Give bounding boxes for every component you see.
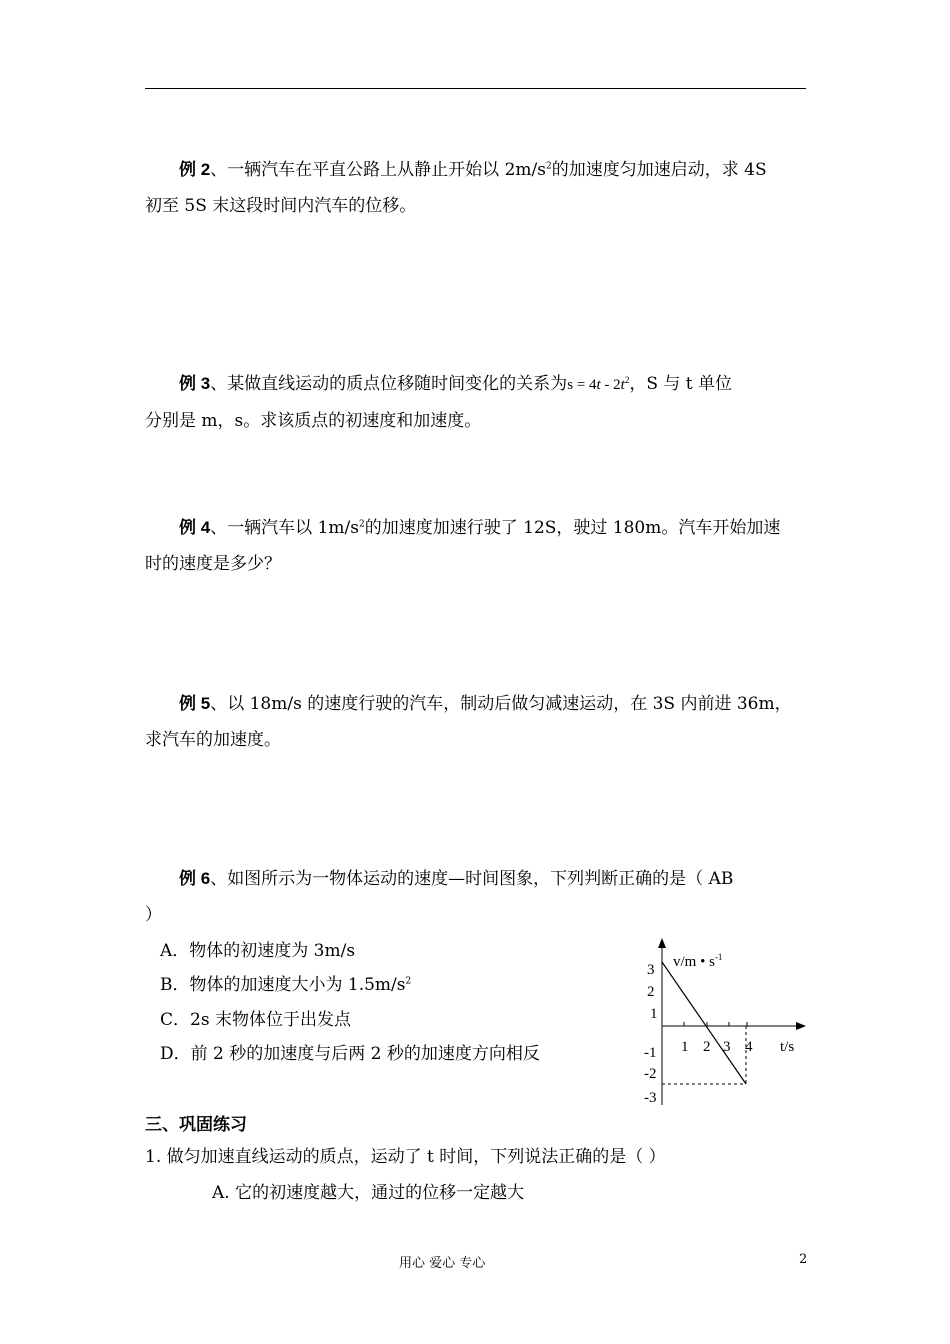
example-2-text-1: 一辆汽车在平直公路上从静止开始以 2m/s xyxy=(227,160,546,180)
example-4-line-2: 时的速度是多少？ xyxy=(145,554,281,574)
example-3-line-2: 分别是 m，s。求该质点的初速度和加速度。 xyxy=(145,411,482,431)
example-4-text-2: 的加速度加速行驶了 12S，驶过 180m。汽车开始加速 xyxy=(364,518,781,538)
example-4 xyxy=(145,510,807,582)
x-tick-4: 4 xyxy=(745,1039,753,1055)
formula-part-a: s = 4 xyxy=(567,377,597,393)
option-c: C．2s 末物体位于出发点 xyxy=(160,1010,351,1030)
footer-motto: 用心 爱心 专心 xyxy=(399,1256,486,1271)
x-tick-3: 3 xyxy=(723,1039,731,1055)
y-tick-neg3: -3 xyxy=(644,1090,657,1106)
formula-t-1: t xyxy=(596,377,601,393)
example-2-sup: 2 xyxy=(545,161,552,172)
example-6-sep: 、 xyxy=(210,869,228,889)
y-tick-neg2: -2 xyxy=(644,1066,657,1082)
example-5-text-1: 以 18m/s 的速度行驶的汽车，制动后做匀减速运动，在 3S 内前进 36m， xyxy=(227,694,792,714)
y-axis-label-sup: -1 xyxy=(714,952,723,962)
example-2 xyxy=(145,152,807,224)
section-3-heading: 三、巩固练习 xyxy=(145,1115,247,1135)
example-2-label: 例 2 xyxy=(179,160,211,179)
example-2-sep: 、 xyxy=(210,160,228,180)
x-axis-arrow xyxy=(796,1022,806,1030)
example-4-sep: 、 xyxy=(210,518,228,538)
example-6 xyxy=(145,861,807,933)
option-b-sup: 2 xyxy=(405,976,412,987)
example-2-text-2: 的加速度匀加速启动，求 4S xyxy=(551,160,767,180)
option-d: D．前 2 秒的加速度与后两 2 秒的加速度方向相反 xyxy=(160,1044,540,1064)
example-2-line-2: 初至 5S 末这段时间内汽车的位移。 xyxy=(145,196,417,216)
formula-sup: 2 xyxy=(624,375,630,385)
y-tick-neg1: -1 xyxy=(644,1045,657,1061)
x-tick-marks xyxy=(684,1022,747,1026)
velocity-time-graph xyxy=(630,930,815,1110)
x-axis-label: t/s xyxy=(780,1039,795,1055)
option-a: A．物体的初速度为 3m/s xyxy=(160,941,356,961)
example-5 xyxy=(145,686,807,758)
example-4-label: 例 4 xyxy=(179,518,211,537)
example-4-text-1: 一辆汽车以 1m/s xyxy=(227,518,359,538)
y-tick-3: 3 xyxy=(647,962,655,978)
example-3-text-2: ，S 与 t 单位 xyxy=(629,374,733,394)
example-5-label: 例 5 xyxy=(179,694,211,713)
y-axis-label-text: v/m • s xyxy=(673,954,715,970)
option-b-text: B．物体的加速度大小为 1.5m/s xyxy=(160,975,406,995)
example-5-line-2: 求汽车的加速度。 xyxy=(145,730,281,750)
x-tick-1: 1 xyxy=(681,1039,689,1055)
example-4-sup: 2 xyxy=(358,519,365,530)
formula-part-b: - 2 xyxy=(600,377,621,393)
x-tick-2: 2 xyxy=(703,1039,711,1055)
y-axis-label xyxy=(673,952,722,970)
header-rule xyxy=(145,88,806,89)
example-3-text-1: 某做直线运动的质点位移随时间变化的关系为 xyxy=(227,374,568,394)
example-6-label: 例 6 xyxy=(179,869,211,888)
practice-question-1-option-a: A. 它的初速度越大，通过的位移一定越大 xyxy=(212,1183,525,1203)
practice-question-1: 1. 做匀加速直线运动的质点，运动了 t 时间，下列说法正确的是（ ） xyxy=(145,1147,666,1167)
example-3 xyxy=(145,366,807,439)
velocity-line xyxy=(662,962,746,1084)
example-5-sep: 、 xyxy=(210,694,228,714)
example-3-sep: 、 xyxy=(210,374,228,394)
example-6-line-2: ） xyxy=(145,905,162,925)
example-3-formula xyxy=(567,377,629,393)
formula-t-2: t xyxy=(620,377,625,393)
page-number: 2 xyxy=(799,1252,808,1267)
example-3-label: 例 3 xyxy=(179,374,211,393)
example-6-text-1: 如图所示为一物体运动的速度—时间图象，下列判断正确的是（ AB xyxy=(227,869,734,889)
option-b xyxy=(160,974,411,996)
y-tick-1: 1 xyxy=(650,1006,658,1022)
y-axis-arrow xyxy=(658,938,666,948)
y-tick-2: 2 xyxy=(647,984,655,1000)
